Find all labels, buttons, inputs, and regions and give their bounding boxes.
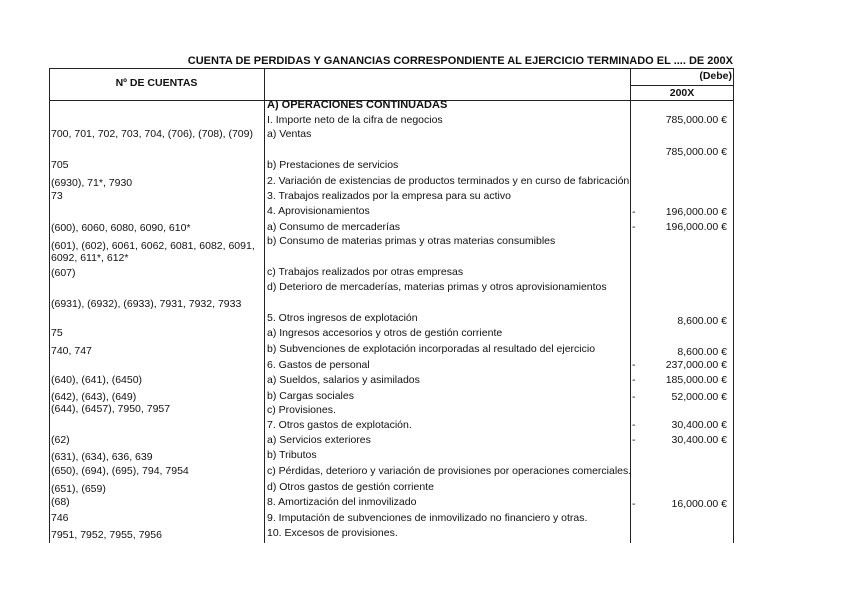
year-header: 200X — [669, 87, 695, 99]
accounts-header: Nº DE CUENTAS — [115, 77, 198, 89]
negative-sign: - — [632, 391, 636, 403]
line-item-label: d) Deterioro de mercaderías, materias primas y otros aprovisionamientos — [267, 281, 607, 293]
account-codes: (600), 6060, 6080, 6090, 610* — [51, 222, 191, 234]
amount-value: 52,000.00 € — [671, 391, 727, 403]
line-item-label: b) Prestaciones de servicios — [267, 159, 399, 171]
account-codes: 705 — [51, 159, 69, 171]
line-item-label: a) Ingresos accesorios y otros de gestión corriente — [267, 327, 503, 339]
section-heading: A) OPERACIONES CONTINUADAS — [267, 99, 448, 111]
line-item-label: 2. Variación de existencias de productos terminados y en curso de fabricación — [267, 175, 630, 187]
account-codes: (607) — [51, 267, 76, 279]
account-codes: 73 — [51, 190, 63, 202]
amount-value: 237,000.00 € — [665, 359, 727, 371]
line-item-label: a) Servicios exteriores — [267, 434, 371, 446]
line-item-label: b) Subvenciones de explotación incorporadas al resultado del ejercicio — [267, 343, 596, 355]
amount-value: 185,000.00 € — [665, 374, 727, 386]
amount-value: 196,000.00 € — [665, 206, 727, 218]
amount-value: 30,400.00 € — [671, 419, 727, 431]
line-item-label: c) Trabajos realizados por otras empresas — [267, 266, 464, 278]
line-item-label: a) Ventas — [267, 128, 312, 140]
negative-sign: - — [632, 359, 636, 371]
amount-value: 785,000.00 € — [665, 146, 727, 158]
line-item-label: 10. Excesos de provisiones. — [267, 527, 398, 539]
line-item-label: c) Pérdidas, deterioro y variación de provisiones por operaciones comerciales. — [267, 465, 632, 477]
page-title: CUENTA DE PERDIDAS Y GANANCIAS CORRESPONDIENTE AL EJERCICIO TERMINADO EL .... DE 200X — [187, 55, 733, 67]
line-item-label: b) Consumo de materias primas y otras materias consumibles — [267, 235, 556, 247]
amount-value: 196,000.00 € — [665, 221, 727, 233]
account-codes: (640), (641), (6450) — [51, 374, 143, 386]
account-codes: (6930), 71*, 7930 — [51, 177, 133, 189]
line-item-label: a) Sueldos, salarios y asimilados — [267, 374, 420, 386]
account-codes: (6931), (6932), (6933), 7931, 7932, 7933 — [51, 298, 242, 310]
line-item-label: 9. Imputación de subvenciones de inmovilizado no financiero y otras. — [267, 512, 588, 524]
amount-value: 8,600.00 € — [677, 315, 727, 327]
account-codes: (631), (634), 636, 639 — [51, 451, 153, 463]
account-codes: 746 — [51, 512, 69, 524]
line-item-label: c) Provisiones. — [267, 404, 336, 416]
account-codes: (651), (659) — [51, 483, 106, 495]
amount-value: 785,000.00 € — [665, 114, 727, 126]
line-item-label: 4. Aprovisionamientos — [267, 205, 370, 217]
account-codes: 75 — [51, 327, 63, 339]
account-codes: (601), (602), 6061, 6062, 6081, 6082, 6091, 6092, 611*, 612* — [51, 240, 255, 264]
line-item-label: 6. Gastos de personal — [267, 359, 370, 371]
line-item-label: b) Cargas sociales — [267, 390, 354, 402]
line-item-label: I. Importe neto de la cifra de negocios — [267, 114, 443, 126]
amount-value: 8,600.00 € — [677, 346, 727, 358]
negative-sign: - — [632, 221, 636, 233]
line-item-label: b) Tributos — [267, 449, 317, 461]
line-item-label: d) Otros gastos de gestión corriente — [267, 481, 434, 493]
account-codes: (650), (694), (695), 794, 7954 — [51, 465, 189, 477]
line-item-label: 8. Amortización del inmovilizado — [267, 496, 417, 508]
amount-value: 30,400.00 € — [671, 434, 727, 446]
account-codes: 700, 701, 702, 703, 704, (706), (708), (709) — [51, 128, 253, 140]
amount-value: 16,000.00 € — [671, 498, 727, 510]
negative-sign: - — [632, 374, 636, 386]
table-top-border — [49, 68, 734, 69]
line-item-label: 3. Trabajos realizados por la empresa para su activo — [267, 190, 511, 202]
account-codes: (642), (643), (649) — [51, 391, 137, 403]
line-item-label: a) Consumo de mercaderías — [267, 221, 401, 233]
account-codes: (644), (6457), 7950, 7957 — [51, 403, 171, 415]
negative-sign: - — [632, 419, 636, 431]
header-subline — [630, 85, 734, 86]
negative-sign: - — [632, 206, 636, 218]
account-codes: 7951, 7952, 7955, 7956 — [51, 529, 162, 541]
line-item-label: 7. Otros gastos de explotación. — [267, 419, 412, 431]
account-codes: (68) — [51, 496, 70, 508]
side-header: (Debe) — [699, 70, 732, 82]
table-left-border — [49, 68, 50, 543]
line-item-label: 5. Otros ingresos de explotación — [267, 312, 418, 324]
table-right-border — [733, 68, 734, 543]
account-codes: (62) — [51, 434, 70, 446]
account-codes: 740, 747 — [51, 345, 92, 357]
negative-sign: - — [632, 434, 636, 446]
negative-sign: - — [632, 498, 636, 510]
column-divider — [264, 68, 265, 543]
